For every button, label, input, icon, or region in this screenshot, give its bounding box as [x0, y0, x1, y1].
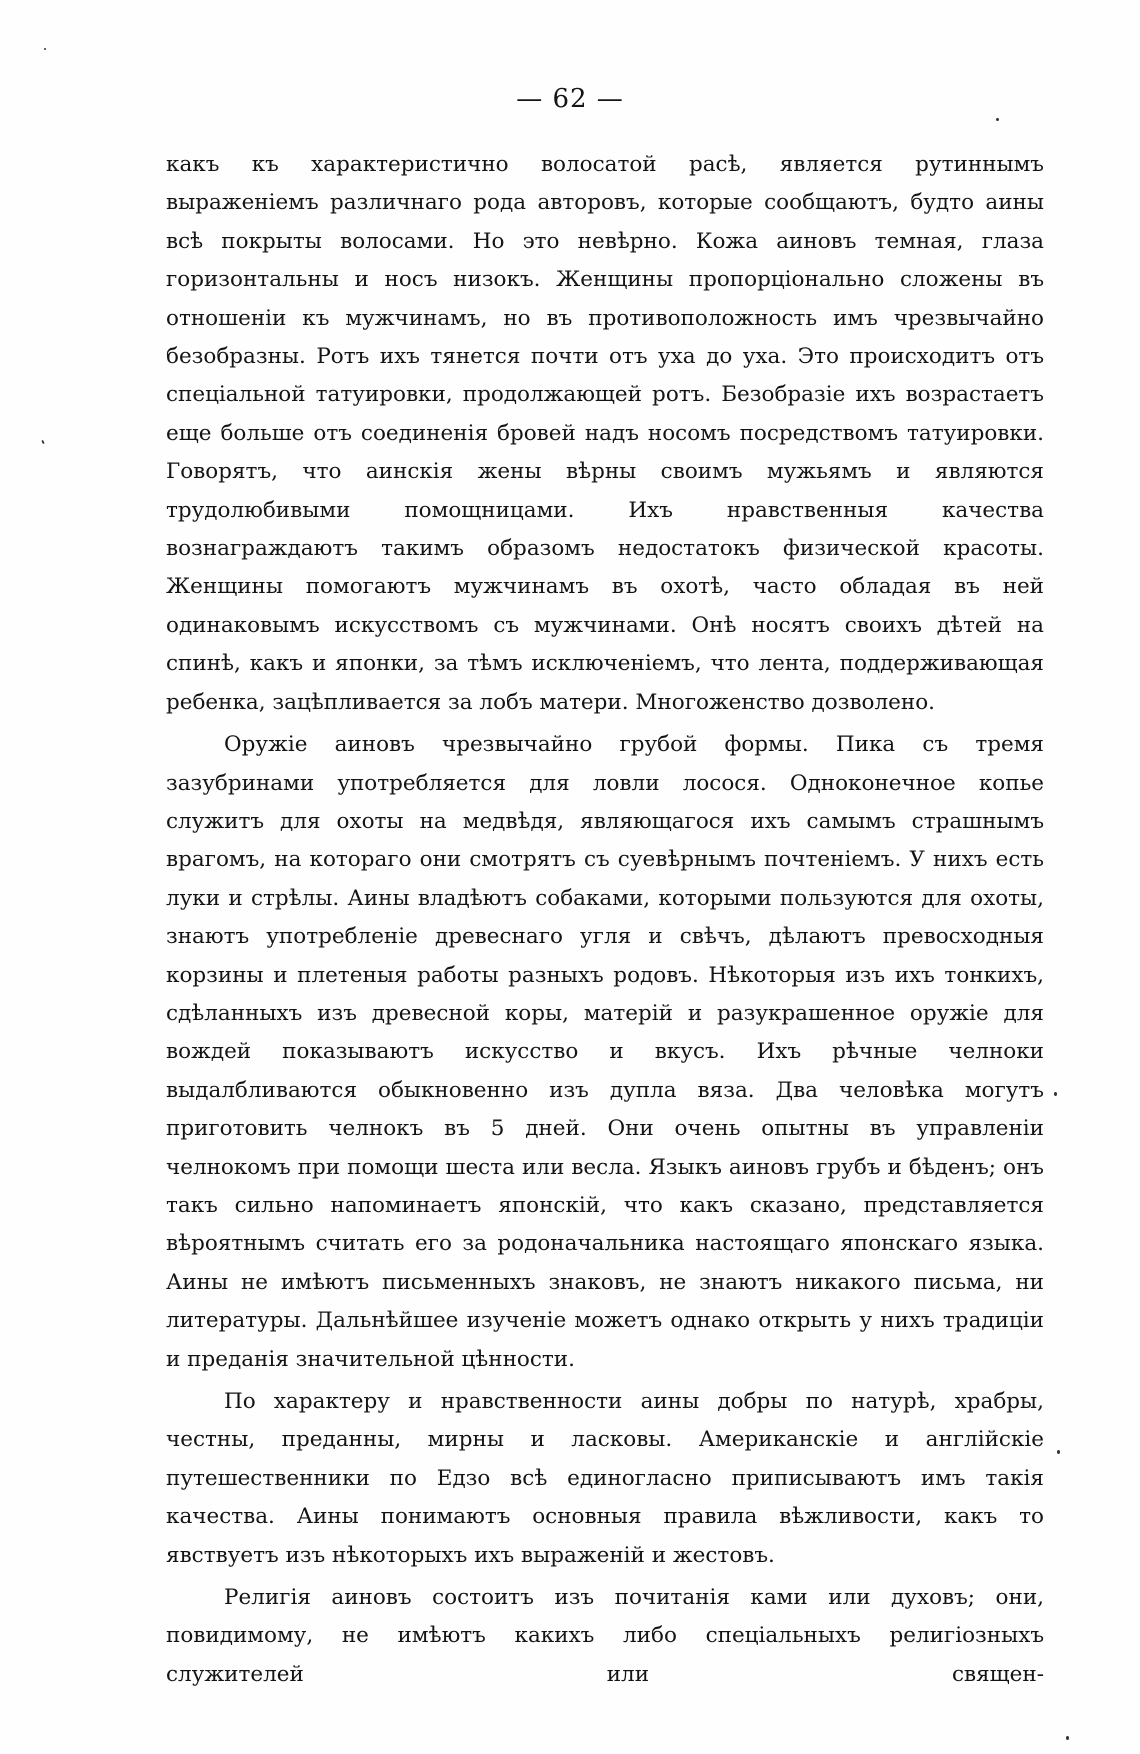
- print-speck: [996, 118, 999, 121]
- paragraph-continued: какъ къ характеристично волосатой расѣ, является рутиннымъ выраженіемъ различнаго рода авторовъ, которые сообщаютъ, будто аины всѣ покрыты волосами. Но это невѣрно. Кожа аиновъ темная, глаза горизонтальны и носъ низокъ. Женщины пропорціонально сложены въ отношеніи къ мужчинамъ, но въ противоположность имъ чрезвычайно безобразны. Ротъ ихъ тянется почти отъ уха до уха. Это происходитъ отъ спеціальной татуировки, продолжающей ротъ. Безобразіе ихъ возрастаетъ еще больше отъ соединенія бровей надъ носомъ посредствомъ татуировки. Говорятъ, что аинскія жены вѣрны своимъ мужьямъ и являются трудолюбивыми помощницами. Ихъ нравственныя качества вознаграждаютъ такимъ образомъ недостатокъ физической красоты. Женщины помогаютъ мужчинамъ въ охотѣ, часто обладая въ ней одинаковымъ искусствомъ съ мужчинами. Онѣ носятъ своихъ дѣтей на спинѣ, какъ и японки, за тѣмъ исключеніемъ, что лента, поддерживающая ребенка, зацѣпливается за лобъ матери. Многоженство дозволено.: [166, 152, 1044, 715]
- print-speck: [41, 440, 45, 444]
- body-text: [166, 146, 1044, 1694]
- page-number: — 62 —: [516, 84, 624, 114]
- paragraph-religion: Религія аиновъ состоитъ изъ почитанія ками или духовъ; они, повидимому, не имѣютъ какихъ либо спеціальныхъ религіозныхъ служителей или священ-: [166, 1585, 1044, 1687]
- print-speck: [1054, 1092, 1057, 1096]
- paragraph-character: По характеру и нравственности аины добры по натурѣ, храбры, честны, преданны, мирны и ласковы. Американскіе и англійскіе путешественники по Едзо всѣ единогласно приписываютъ имъ такія качества. Аины понимаютъ основныя правила вѣжливости, какъ то явствуетъ изъ нѣкоторыхъ ихъ выраженій и жестовъ.: [166, 1389, 1044, 1568]
- print-speck: [1066, 1736, 1069, 1740]
- paragraph-weapons-and-crafts: Оружіе аиновъ чрезвычайно грубой формы. Пика съ тремя зазубринами употребляется для ловли лосося. Одноконечное копье служитъ для охоты на медвѣдя, являющагося ихъ самымъ страшнымъ врагомъ, на котораго они смотрятъ съ суевѣрнымъ почтеніемъ. У нихъ есть луки и стрѣлы. Аины владѣютъ собаками, которыми пользуются для охоты, знаютъ употребленіе древеснаго угля и свѣчъ, дѣлаютъ превосходныя корзины и плетеныя работы разныхъ родовъ. Нѣкоторыя изъ ихъ тонкихъ, сдѣланныхъ изъ древесной коры, матерій и разукрашенное оружіе для вождей показываютъ искусство и вкусъ. Ихъ рѣчные челноки выдалбливаются обыкновенно изъ дупла вяза. Два человѣка могутъ приготовить челнокъ въ 5 дней. Они очень опытны въ управленіи челнокомъ при помощи шеста или весла. Языкъ аиновъ грубъ и бѣденъ; онъ такъ сильно напоминаетъ японскій, что какъ сказано, представляется вѣроятнымъ считать его за родоначальника настоящаго японскаго языка. Аины не имѣютъ письменныхъ знаковъ, не знаютъ никакого письма, ни литературы. Дальнѣйшее изученіе можетъ однако открыть у нихъ традиціи и преданія значительной цѣнности.: [166, 732, 1044, 1372]
- print-speck: [44, 48, 46, 50]
- print-speck: [1057, 1450, 1060, 1454]
